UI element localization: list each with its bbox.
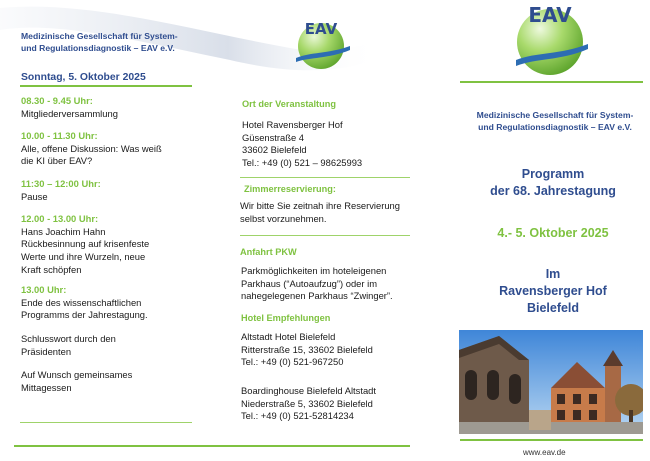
arrival-text: Parkmöglichkeiten im hoteleigenen Parkhaus (“Autoaufzug”) oder im nahegelegenen Parkhaus “Zwinger”.: [241, 265, 393, 302]
eav-logo-large: [512, 0, 590, 80]
divider-right-top: [460, 81, 643, 83]
schedule-item: 13.00 Uhr: Ende des wissenschaftlichen Programms der Jahrestagung.: [21, 284, 148, 321]
venue-heading: Ort der Veranstaltung: [242, 99, 336, 109]
hotel-recommendation: Boardinghouse Bielefeld Altstadt Niederstraße 5, 33602 Bielefeld Tel.: +49 (0) 521-52814234: [241, 385, 376, 422]
venue-title: Im Ravensberger Hof Bielefeld: [499, 267, 607, 315]
logo-text-small: EAV: [304, 20, 338, 38]
reservation-text: Wir bitte Sie zeitnah ihre Reservierung selbst vorzunehmen.: [240, 200, 400, 224]
lunch-note: Auf Wunsch gemeinsames Mittagessen: [21, 369, 133, 393]
org-name-right: Medizinische Gesellschaft für System- und Regulationsdiagnostik – EAV e.V.: [476, 110, 634, 133]
arrival-heading: Anfahrt PKW: [240, 247, 297, 257]
venue-address: Hotel Ravensberger Hof Güsenstraße 4 33602 Bielefeld Tel.: +49 (0) 521 – 98625993: [242, 119, 363, 168]
schedule-list: [21, 95, 191, 394]
hotel-recommendation: Altstadt Hotel Bielefeld Ritterstraße 15, 33602 Bielefeld Tel.: +49 (0) 521-967250: [241, 331, 373, 368]
reservation-heading: Zimmerreservierung:: [244, 184, 336, 194]
website-link[interactable]: www.eav.de: [523, 448, 566, 457]
logo-text-large: EAV: [528, 3, 572, 27]
venue-photo: [459, 330, 643, 434]
eav-logo-small: [294, 12, 352, 72]
schedule-item: 12.00 - 13.00 Uhr: Hans Joachim Hahn Rückbesinnung auf krisenfeste Werte und ihre Wurzeln, neue Kraft schöpfen: [21, 213, 150, 275]
schedule-item: 08.30 - 9.45 Uhr: Mitgliederversammlung: [21, 95, 118, 119]
divider-date: [20, 85, 192, 87]
org-name-left: Medizinische Gesellschaft für System- und Regulationsdiagnostik – EAV e.V.: [21, 31, 178, 54]
schedule-item: 10.00 - 11.30 Uhr: Alle, offene Diskussion: Was weiß die KI über EAV?: [21, 130, 162, 167]
divider-venue: [240, 177, 410, 178]
hotels-heading: Hotel Empfehlungen: [241, 313, 331, 323]
date-heading: Sonntag, 5. Oktober 2025: [21, 72, 146, 83]
event-dates: 4.- 5. Oktober 2025: [497, 226, 609, 240]
divider-right-bottom: [460, 439, 643, 441]
program-title: Programm der 68. Jahrestagung: [490, 167, 616, 198]
divider-left-bottom: [20, 422, 192, 423]
closing-remarks: Schlusswort durch den Präsidenten: [21, 332, 116, 357]
divider-reservation: [240, 235, 410, 236]
divider-bottom: [14, 445, 410, 447]
schedule-item: 11:30 – 12:00 Uhr: Pause: [21, 177, 101, 202]
